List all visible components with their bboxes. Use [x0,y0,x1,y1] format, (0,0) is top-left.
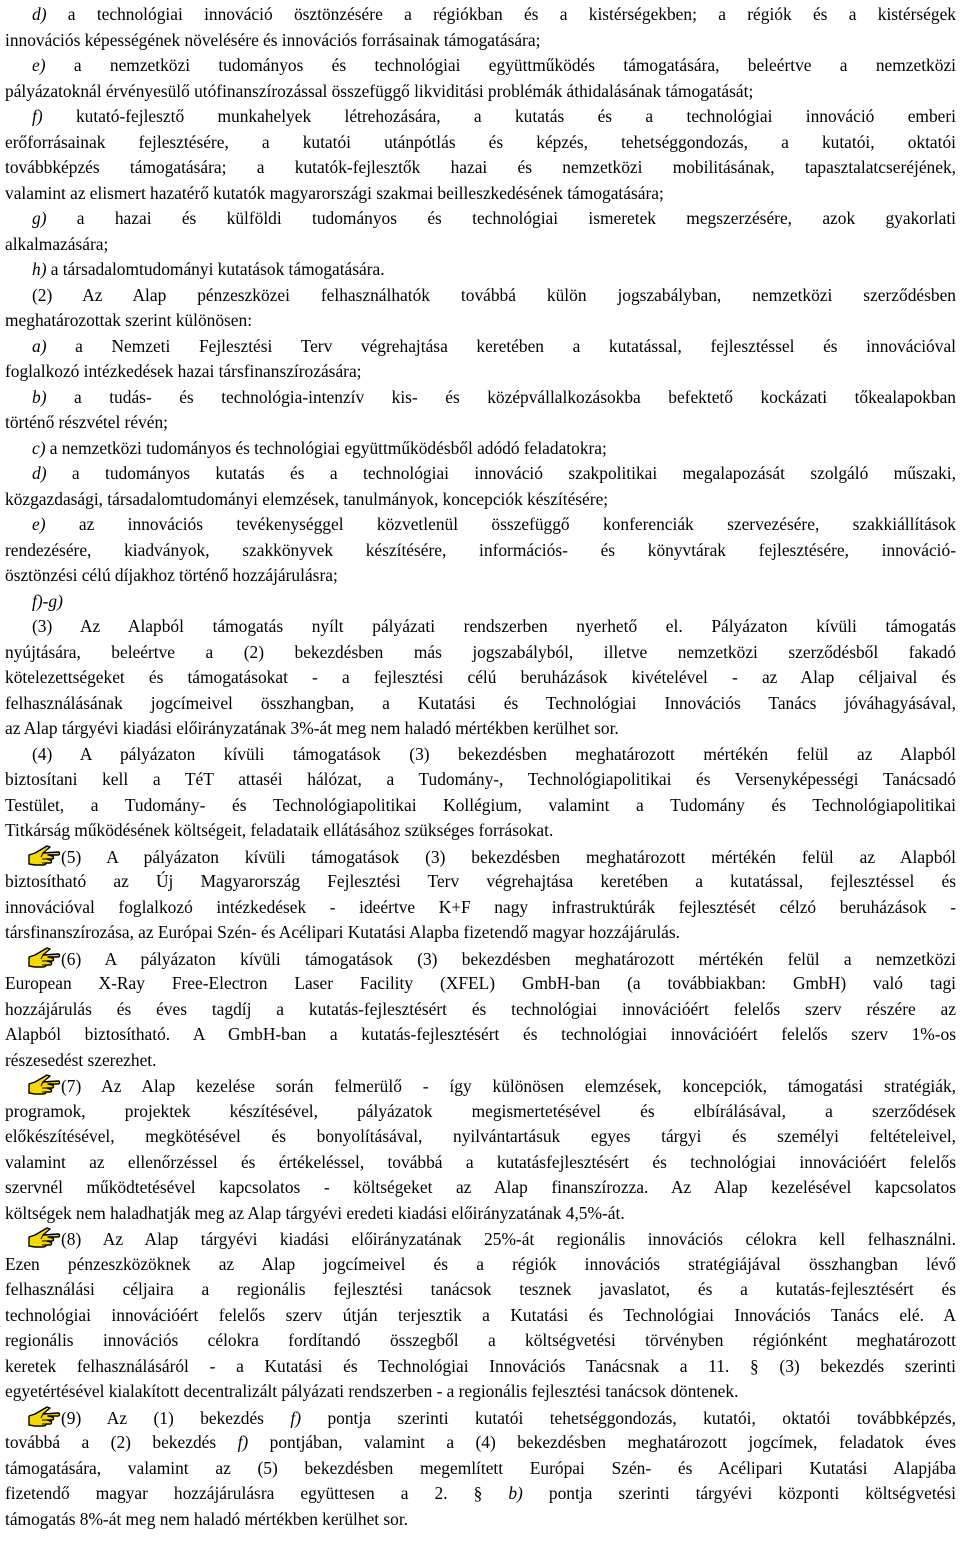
paragraph-2b [5,385,956,436]
text-line: European X-Ray Free-Electron Laser Facility (XFEL) GmbH-ban (a továbbiakban: GmbH) való tagi [5,973,956,993]
text-run: a nemzetközi tudományos és technológiai együttműködésből adódó feladatokra; [45,437,607,458]
text-line: kötelezettségeket és támogatásokat - a fejlesztési célú beruházások kivételével - az Alap céljaival és [5,667,956,687]
section-8 [5,1226,956,1405]
section-2 [5,283,956,334]
text-line [5,1073,956,1099]
text-run: pontja szerinti kutatói tehetséggondozás, kutatói, oktatói továbbképzés, [301,1407,956,1428]
text-line: biztosítható az Új Magyarország Fejlesztési Terv végrehajtása keretében a kutatással, fejlesztéssel és [5,871,956,891]
text-line: (4) A pályázaton kívüli támogatások (3) bekezdésben meghatározott mértékén felül az Alapból [32,743,956,764]
section-9 [5,1405,956,1533]
text-line: regionális innovációs célokra fordítandó összegből a költségvetési törvényben régiónként meghatározott [5,1330,956,1350]
text-line [5,461,956,487]
text-line: támogatás 8%-át meg nem haladó mértékben kerülhet sor. [5,1508,409,1529]
paragraph-2d [5,461,956,512]
text-line: Alapból biztosítható. A GmbH-ban a kutatás-fejlesztésért és technológiai innovációért felelős szerv 1%-os [5,1024,956,1044]
text-line [5,1226,956,1252]
list-letter: g) [32,208,47,228]
text-line [5,1430,956,1456]
text-line [5,206,956,232]
pointing-hand-icon[interactable] [27,1226,61,1248]
text-line: Titkárság működésének költségeit, feladataik ellátásához szükséges forrásokat. [5,820,554,840]
text-line: részesedést szerezhet. [5,1049,157,1070]
list-letter: f)-g) [32,590,63,611]
text-line [5,257,956,283]
text-run: (6) A pályázaton kívüli támogatások (3) bekezdésben meghatározott mértékén felül a nemzetközi [61,948,956,969]
text-run: (9) Az (1) bekezdés [61,1407,291,1428]
text-line: foglalkozó intézkedések hazai társfinanszírozására; [5,361,362,381]
list-letter: e) [32,55,46,75]
text-line: társfinanszírozása, az Európai Szén- és Acélipari Kutatási Alapba fizetendő magyar hozzájárulás. [5,922,681,942]
list-letter: b) [32,386,47,407]
paragraph-1h [5,257,956,283]
text-line [5,436,956,462]
text-run: pontja szerinti tárgyévi központi költségvetési [522,1483,956,1503]
text-run: a társadalomtudományi kutatások támogatására. [46,259,385,279]
text-line: biztosítani kell a TéT attaséi hálózat, a Tudomány-, Technológiapolitikai és Versenyképességi Tanácsadó [5,769,956,789]
text-run: (8) Az Alap tárgyévi kiadási előirányzatának 25%-át regionális innovációs célokra kell felhasználni. [61,1229,956,1249]
text-line: innovációval foglalkozó intézkedések - ideértve K+F nagy infrastruktúrák fejlesztését célzó beruházások - [5,896,956,917]
list-letter: h) [32,259,47,279]
paragraph-2c [5,436,956,462]
text-line [5,946,956,972]
list-letter: d) [32,4,47,24]
text-line: technológiai innovációért felelős szerv útján terjesztik a Kutatási és Technológiai Innovációs Tanács elé. A [5,1304,956,1325]
list-letter: c) [32,437,46,458]
text-line: (2) Az Alap pénzeszközei felhasználhatók továbbá külön jogszabályban, nemzetközi szerződésben [32,284,956,305]
text-line: egyetértésével kialakított decentralizált pályázati rendszerben - a regionális fejlesztési tanácsok döntenek. [5,1381,739,1401]
section-4 [5,742,956,844]
text-line [5,334,956,360]
text-run: az innovációs tevékenységgel közvetlenül összefüggő konferenciák szervezésére, szakkiállítások [45,514,956,534]
paragraph-2e [5,512,956,589]
text-line: meghatározottak szerint különösen: [5,310,253,330]
list-letter: d) [32,463,47,483]
text-run: a hazai és külföldi tudományos és technológiai ismeretek megszerzésére, azok gyakorlati [46,208,956,228]
list-letter: a) [32,335,47,356]
text-line: pályázatoknál érvényesülő utófinanszírozással összefüggő likviditási problémák áthidalásának támogatását; [5,80,754,101]
text-line: továbbképzés támogatására; a kutatók-fejlesztők hazai és nemzetközi mobilitásának, tapasztalatcseréjének, [5,157,956,177]
text-line [5,1481,956,1507]
text-line: keretek felhasználásáról - a Kutatási és Technológiai Innovációs Tanácsnak a 11. § (3) bekezdés szerinti [5,1355,956,1376]
text-line: hozzájárulás és éves tagdíj a kutatás-fejlesztésért és technológiai innovációért felelős szerv részére az [5,998,956,1019]
section-3 [5,614,956,742]
text-line: alkalmazására; [5,233,109,254]
text-line: költségek nem haladhatják meg az Alap tárgyévi eredeti kiadási előirányzatának 4,5%-át. [5,1202,625,1223]
section-6 [5,946,956,1074]
text-line: Ezen pénzeszközöknek az Alap jogcímeivel és a régiók innovációs stratégiájával összhangban lévő [5,1253,956,1274]
text-line: előkészítésével, megkötésével és bonyolításával, nyilvántartásuk egyes tárgyi és személyi feltételeivel, [5,1126,956,1146]
text-run: a tudományos kutatás és a technológiai innováció szakpolitikai megalapozását szolgáló műszaki, [46,463,956,483]
text-run: pontjában, valamint a (4) bekezdésben meghatározott jogcímek, feladatok éves [248,1432,956,1452]
text-run: (5) A pályázaton kívüli támogatások (3) bekezdésben meghatározott mértékén felül az Alapból [61,846,956,867]
paragraph-2fg [5,589,956,615]
text-run: a Nemzeti Fejlesztési Terv végrehajtása keretében a kutatással, fejlesztéssel és innovációval [46,335,956,356]
text-line [5,104,956,130]
text-line: közgazdasági, társadalomtudományi elemzések, tanulmányok, koncepciók készítésére; [5,488,609,509]
pointing-hand-icon[interactable] [27,946,61,968]
list-letter: f) [237,1432,249,1452]
list-letter: f) [290,1407,301,1428]
list-letter: e) [32,514,46,534]
text-line: felhasználási céljaira a regionális fejlesztési tanácsok tesznek javaslatot, és a kutatás-fejlesztésért és [5,1279,956,1299]
text-run: továbbá a (2) bekezdés [5,1432,238,1452]
text-line: felhasználásának jogcímeivel összhangban, a Kutatási és Technológiai Innovációs Tanács jóváhagyásával, [5,692,956,713]
text-line: valamint az ellenőrzéssel és értékeléssel, továbbá a kutatásfejlesztésért és technológiai innovációért felelős [5,1151,956,1172]
paragraph-1g [5,206,956,257]
text-line: Testület, a Tudomány- és Technológiapolitikai Kollégium, valamint a Tudomány és Technológiapolitikai [5,794,956,815]
text-line: programok, projektek készítésével, pályázatok megismertetésével és elbírálásával, a szerződések [5,1100,956,1121]
text-run: a nemzetközi tudományos és technológiai együttműködés támogatására, beleértve a nemzetközi [45,55,956,75]
text-line [5,385,956,411]
text-line: (3) Az Alapból támogatás nyílt pályázati rendszerben nyerhető el. Pályázaton kívüli támogatás [32,616,956,636]
text-line [5,1405,956,1431]
text-line: rendezésére, kiadványok, szakkönyvek készítésére, információs- és könyvtárak fejlesztésére, innováció- [5,539,956,560]
text-run: (7) Az Alap kezelése során felmerülő - így különösen elemzések, koncepciók, támogatási stratégiák, [61,1076,956,1096]
text-line: történő részvétel révén; [5,412,168,432]
text-run: a technológiai innováció ösztönzésére a régiókban és a kistérségekben; a régiók és a kistérségek [46,4,956,24]
text-run: fizetendő magyar hozzájárulásra együttesen a 2. § [5,1483,509,1503]
text-line: szervnél működtetésével kapcsolatos - költségeket az Alap finanszírozza. Az Alap kezelésével kapcsolatos [5,1177,956,1197]
section-5 [5,844,956,946]
text-line [5,844,956,870]
paragraph-2a [5,334,956,385]
text-line [5,2,956,28]
text-line: erőforrásainak fejlesztésére, a kutatói utánpótlás és képzés, tehetséggondozás, a kutatói, oktatói [5,131,956,152]
list-letter: f) [32,106,43,126]
text-run: kutató-fejlesztő munkahelyek létrehozására, a kutatás és a technológiai innováció emberi [42,106,956,126]
text-line [5,53,956,79]
list-letter: b) [508,1483,523,1503]
paragraph-1d [5,2,956,53]
text-line: innovációs képességének növelésére és innovációs forrásainak támogatására; [5,29,541,50]
text-line: nyújtására, beleértve a (2) bekezdésben más jogszabályból, illetve nemzetközi szerződésből fakadó [5,641,956,662]
text-run: a tudás- és technológia-intenzív kis- és középvállalkozásokba befektető kockázati tőkealapokban [46,386,956,407]
section-7 [5,1073,956,1226]
pointing-hand-icon[interactable] [27,1405,61,1427]
text-line: támogatására, valamint az (5) bekezdésben megemlített Európai Szén- és Acélipari Kutatási Alapjába [5,1457,956,1478]
paragraph-1f [5,104,956,206]
pointing-hand-icon[interactable] [27,1073,61,1095]
text-line: valamint az elismert hazatérő kutatók magyarországi szakmai beilleszkedésének támogatására; [5,182,664,203]
text-line: az Alap tárgyévi kiadási előirányzatának 3%-át meg nem haladó mértékben kerülhet sor. [5,718,619,738]
pointing-hand-icon[interactable] [27,844,61,866]
text-line: ösztönzési célú díjakhoz történő hozzájárulásra; [5,565,338,585]
text-line [5,512,956,538]
paragraph-1e [5,53,956,104]
